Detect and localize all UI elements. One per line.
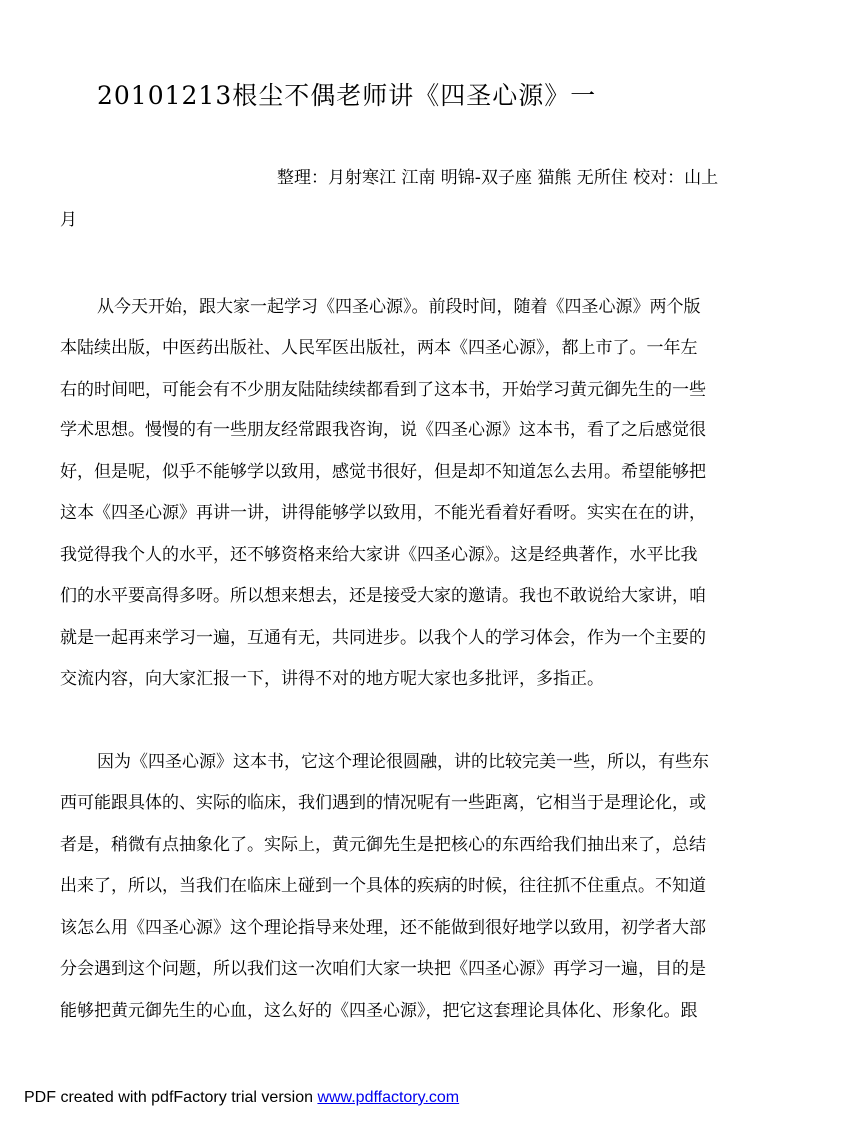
footer-text: PDF created with pdfFactory trial version [24, 1089, 318, 1106]
paragraph-line: 学术思想。慢慢的有一些朋友经常跟我咨询，说《四圣心源》这本书，看了之后感觉很 [60, 420, 706, 440]
paragraph-line: 交流内容，向大家汇报一下，讲得不对的地方呢大家也多批评，多指正。 [60, 669, 604, 689]
paragraph-line: 西可能跟具体的、实际的临床，我们遇到的情况呢有一些距离，它相当于是理论化，或 [60, 793, 706, 813]
paragraph-line: 从今天开始，跟大家一起学习《四圣心源》。前段时间，随着《四圣心源》两个版 [97, 297, 701, 317]
paragraph-line: 因为《四圣心源》这本书，它这个理论很圆融，讲的比较完美一些，所以，有些东 [97, 752, 709, 772]
paragraph-line: 能够把黄元御先生的心血，这么好的《四圣心源》，把它这套理论具体化、形象化。跟 [60, 1001, 698, 1021]
credits-continuation: 月 [60, 210, 77, 230]
paragraph-line: 好，但是呢，似乎不能够学以致用，感觉书很好，但是却不知道怎么去用。希望能够把 [60, 462, 706, 482]
paragraph-line: 们的水平要高得多呀。所以想来想去，还是接受大家的邀请。我也不敢说给大家讲，咱 [60, 586, 706, 606]
paragraph-line: 者是，稍微有点抽象化了。实际上，黄元御先生是把核心的东西给我们抽出来了，总结 [60, 835, 706, 855]
footer-link[interactable]: www.pdffactory.com [317, 1089, 460, 1106]
paragraph-line: 分会遇到这个问题，所以我们这一次咱们大家一块把《四圣心源》再学习一遍，目的是 [60, 959, 706, 979]
paragraph-line: 本陆续出版，中医药出版社、人民军医出版社，两本《四圣心源》，都上市了。一年左 [60, 338, 698, 358]
paragraph-line: 我觉得我个人的水平，还不够资格来给大家讲《四圣心源》。这是经典著作，水平比我 [60, 545, 698, 565]
document-title: 20101213根尘不偶老师讲《四圣心源》一 [97, 81, 597, 110]
pdf-footer [24, 1089, 459, 1107]
paragraph-line: 这本《四圣心源》再讲一讲，讲得能够学以致用，不能光看着好看呀。实实在在的讲， [60, 503, 706, 523]
credits-line: 整理：月射寒江 江南 明锦-双子座 猫熊 无所住 校对：山上 [277, 168, 719, 188]
paragraph-line: 该怎么用《四圣心源》这个理论指导来处理，还不能做到很好地学以致用，初学者大部 [60, 918, 706, 938]
paragraph-line: 就是一起再来学习一遍，互通有无，共同进步。以我个人的学习体会，作为一个主要的 [60, 628, 706, 648]
paragraph-line: 出来了，所以，当我们在临床上碰到一个具体的疾病的时候，往往抓不住重点。不知道 [60, 876, 706, 896]
paragraph-line: 右的时间吧，可能会有不少朋友陆陆续续都看到了这本书，开始学习黄元御先生的一些 [60, 380, 706, 400]
